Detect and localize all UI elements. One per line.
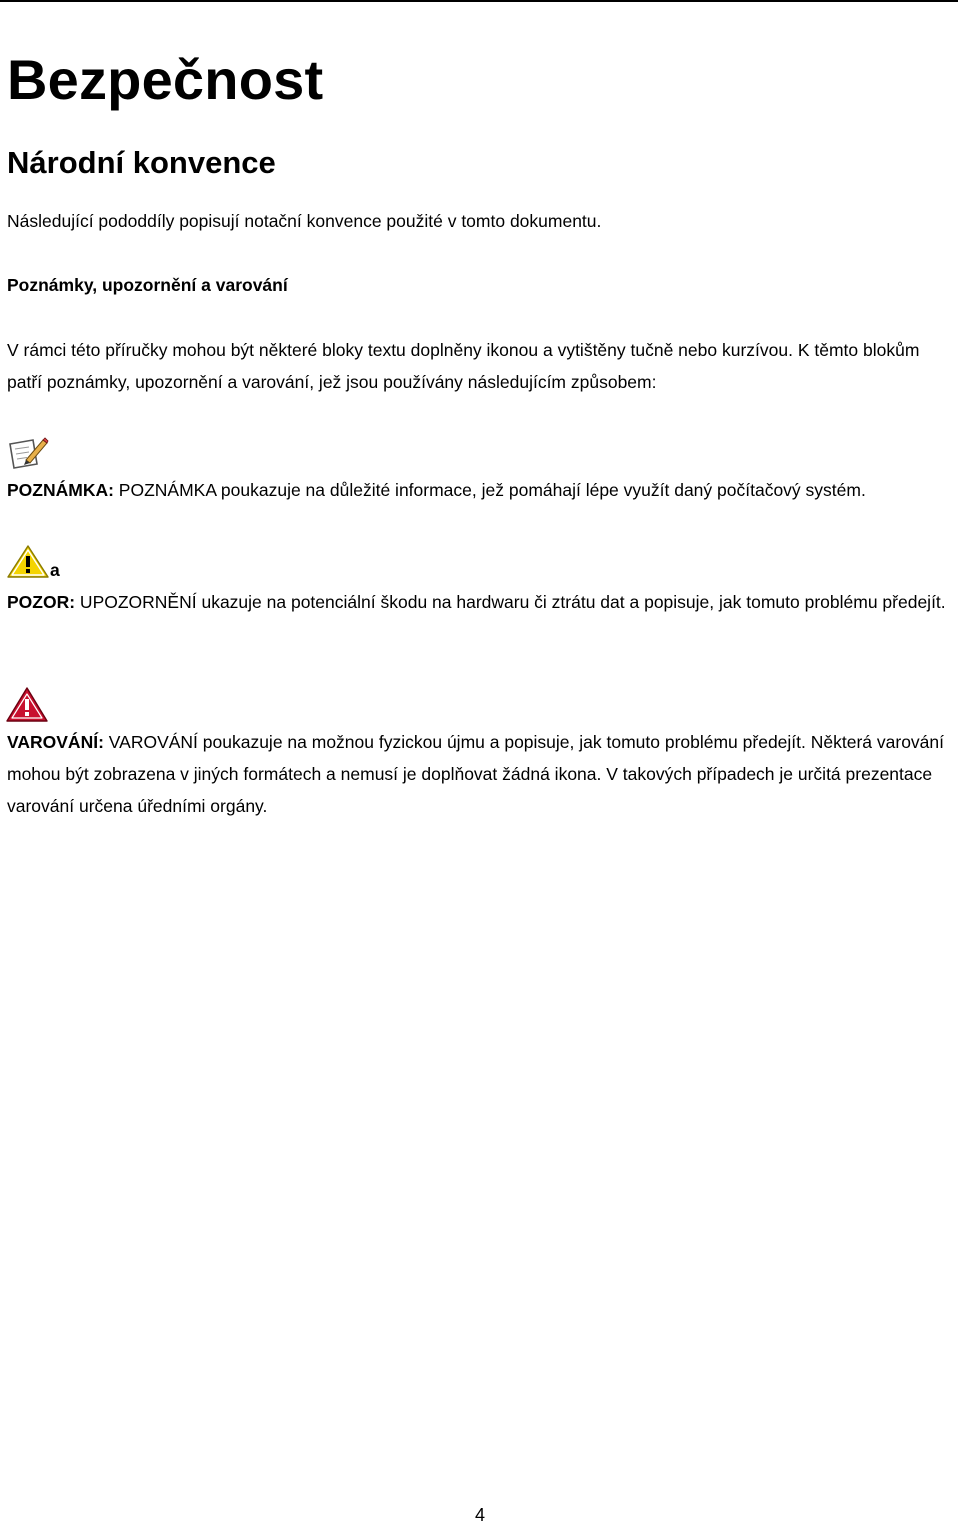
caution-label: POZOR: [7,592,76,612]
page-title: Bezpečnost [7,48,324,111]
warning-text: VAROVÁNÍ poukazuje na možnou fyzickou újmu a popisuje, jak tomuto problému předejít. Některá varování mohou být zobrazena v jiných formátech a nemusí je doplňovat žádná ikona. V takových případech je určitá prezentace varování určena úředními orgány. [7,732,945,816]
caution-block [7,586,946,618]
warning-label: VAROVÁNÍ: [7,732,104,752]
intro-paragraph: Následující pododdíly popisují notační konvence použité v tomto dokumentu. [7,211,602,231]
note-label: POZNÁMKA: [7,480,114,500]
conventions-paragraph: V rámci této příručky mohou být některé bloky textu doplněny ikonou a vytištěny tučně nebo kurzívou. K těmto blokům patří poznámky, upozornění a varování, jež jsou používány následujícím způsobem: [7,340,920,392]
page-number: 4 [474,1505,485,1525]
note-block [7,474,946,506]
note-text: POZNÁMKA poukazuje na důležité informace, jež pomáhají lépe využít daný počítačový systém. [113,480,866,500]
warning-triangle-icon [5,686,49,724]
caution-triangle-icon [6,544,50,580]
top-border-rule [0,0,958,2]
warning-block [7,726,946,822]
caution-text: UPOZORNĚNÍ ukazuje na potenciální škodu na hardwaru či ztrátu dat a popisuje, jak tomuto problému předejít. [75,592,946,612]
note-pencil-icon [7,436,49,472]
subheading: Poznámky, upozornění a varování [7,275,288,295]
section-title: Národní konvence [7,145,276,180]
caution-icon-suffix: a [50,560,60,580]
